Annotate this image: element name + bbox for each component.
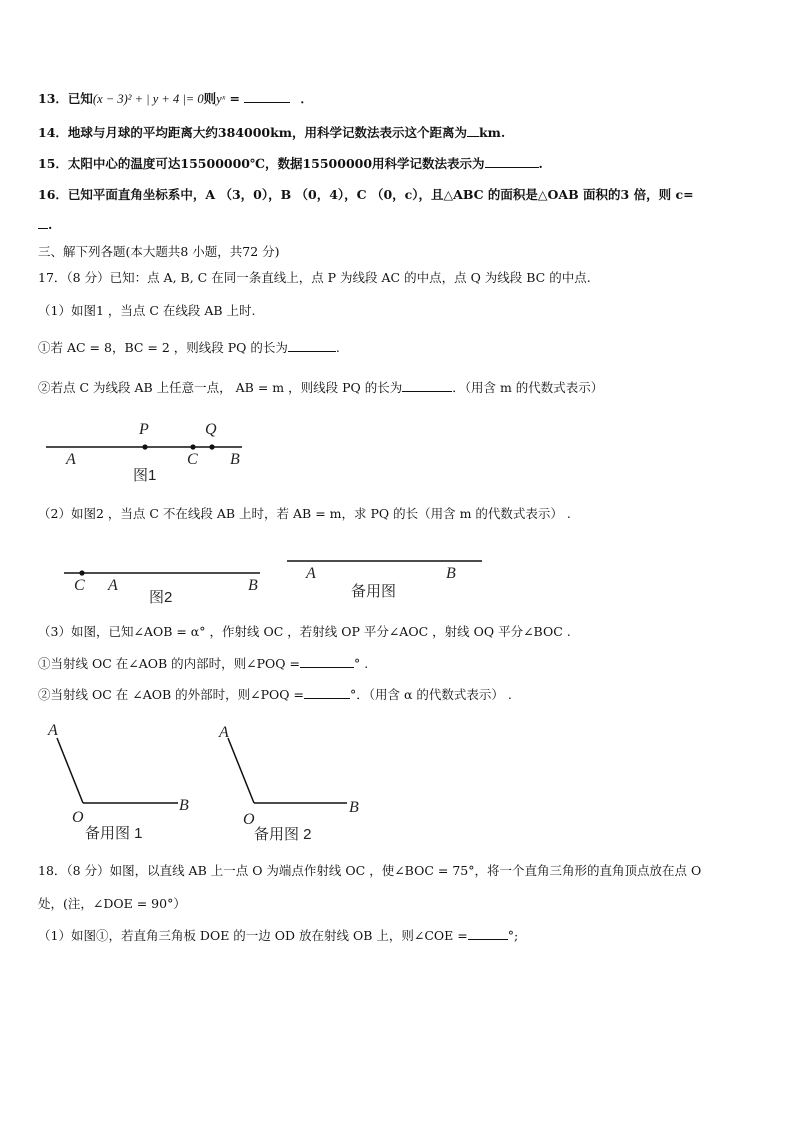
q13-equals: =: [225, 91, 245, 106]
q17-part1b-end: ．（用含 m 的代数式表示）: [452, 380, 604, 395]
q17-part3b-text: ②当射线 OC 在 ∠AOB 的外部时，则∠POQ =: [38, 687, 304, 702]
angle1-ray-oa: [57, 738, 83, 803]
angle-figure-2: [218, 724, 359, 843]
q13-text-b: 则: [203, 91, 217, 106]
fig2-label-b: B: [248, 577, 258, 594]
fig1-label-q: Q: [205, 421, 217, 438]
angle2-caption: 备用图 2: [254, 826, 312, 843]
q14-number: 14．: [38, 125, 68, 140]
q13-expression: (x − 3)² + | y + 4 |= 0: [92, 92, 204, 106]
q17-part3a-text: ①当射线 OC 在∠AOB 的内部时，则∠POQ =: [38, 656, 300, 671]
q18-intro-2: 处，(注，∠DOE = 90°）: [38, 896, 186, 911]
fig1-label-p: P: [139, 421, 149, 438]
q17-part2: （2）如图2 ，当点 C 不在线段 AB 上时，若 AB = m，求 PQ 的长（用含 m 的代数式表示） .: [38, 506, 571, 521]
fig1-caption: 图1: [133, 467, 157, 484]
spare-label-b: B: [446, 565, 456, 582]
q13-end: ．: [300, 91, 313, 106]
spare-figure: [287, 561, 482, 600]
q17-part1a-end: .: [335, 340, 340, 355]
angle1-caption: 备用图 1: [85, 825, 143, 842]
fig2-label-a: A: [108, 577, 118, 594]
q16-number: 16．: [38, 187, 68, 202]
q15-end: .: [538, 156, 543, 171]
q17-part3a-end: ° .: [354, 656, 369, 671]
q13-text-a: 已知: [67, 91, 93, 106]
spare-label-a: A: [306, 565, 316, 582]
fig1-label-a: A: [66, 451, 76, 468]
angle2-ray-oa: [228, 738, 254, 803]
q15-text: 太阳中心的温度可达15500000℃，数据15500000用科学记数法表示为: [67, 156, 485, 171]
fig1-point-q: [209, 444, 214, 449]
q17-part3b-end: °．（用含 α 的代数式表示） .: [349, 687, 512, 702]
q13-number: 13．: [38, 91, 68, 106]
q17-part1a-text: ①若 AC = 8，BC = 2 ，则线段 PQ 的长为: [38, 340, 288, 355]
angle2-label-o: O: [243, 811, 255, 828]
section-3-heading: 三、解下列各题(本大题共8 小题，共72 分): [38, 244, 280, 259]
q13-y-power-x: yˣ: [216, 92, 226, 106]
fig1-point-p: [142, 444, 147, 449]
q18-part1-text: （1）如图①，若直角三角板 DOE 的一边 OD 放在射线 OB 上，则∠COE =: [38, 928, 468, 943]
fig1-label-b: B: [230, 451, 240, 468]
q17-intro: 17．（8 分）已知：点 A, B, C 在同一条直线上，点 P 为线段 AC 的中点，点 Q 为线段 BC 的中点.: [38, 270, 591, 285]
fig2-point-c: [79, 570, 84, 575]
spare-caption: 备用图: [351, 583, 397, 600]
q14-end: km.: [478, 125, 506, 140]
q17-part1b-text: ②若点 C 为线段 AB 上任意一点， AB = m ，则线段 PQ 的长为: [38, 380, 403, 395]
fig2-caption: 图2: [149, 589, 173, 606]
q16-text: 已知平面直角坐标系中，A （3，0），B （0，4），C （0，c），且△ABC 的面积是△OAB 面积的3 倍，则 c=: [67, 187, 694, 202]
figure-1: [46, 421, 242, 484]
angle-figure-1: [47, 722, 189, 842]
fig1-point-c: [190, 444, 195, 449]
q14-text: 地球与月球的平均距离大约384000km，用科学记数法表示这个距离为: [67, 125, 467, 140]
angle1-label-o: O: [72, 809, 84, 826]
fig2-label-c: C: [74, 577, 85, 594]
figure-2: [64, 570, 260, 606]
angle1-label-a: A: [48, 722, 58, 739]
fig1-label-c: C: [187, 451, 198, 468]
q16-end: .: [48, 217, 53, 232]
angle2-label-a: A: [219, 724, 229, 741]
angle2-label-b: B: [349, 799, 359, 816]
q17-part1: （1）如图1 ，当点 C 在线段 AB 上时.: [38, 303, 256, 318]
q18-intro: 18．（8 分）如图，以直线 AB 上一点 O 为端点作射线 OC ，使∠BOC = 75°，将一个直角三角形的直角顶点放在点 O: [38, 863, 702, 878]
q17-part3: （3）如图，已知∠AOB = α° ，作射线 OC ，若射线 OP 平分∠AOC ，射线 OQ 平分∠BOC .: [38, 624, 571, 639]
angle1-label-b: B: [179, 797, 189, 814]
q15-number: 15．: [38, 156, 68, 171]
q18-part1-end: °;: [507, 928, 519, 943]
